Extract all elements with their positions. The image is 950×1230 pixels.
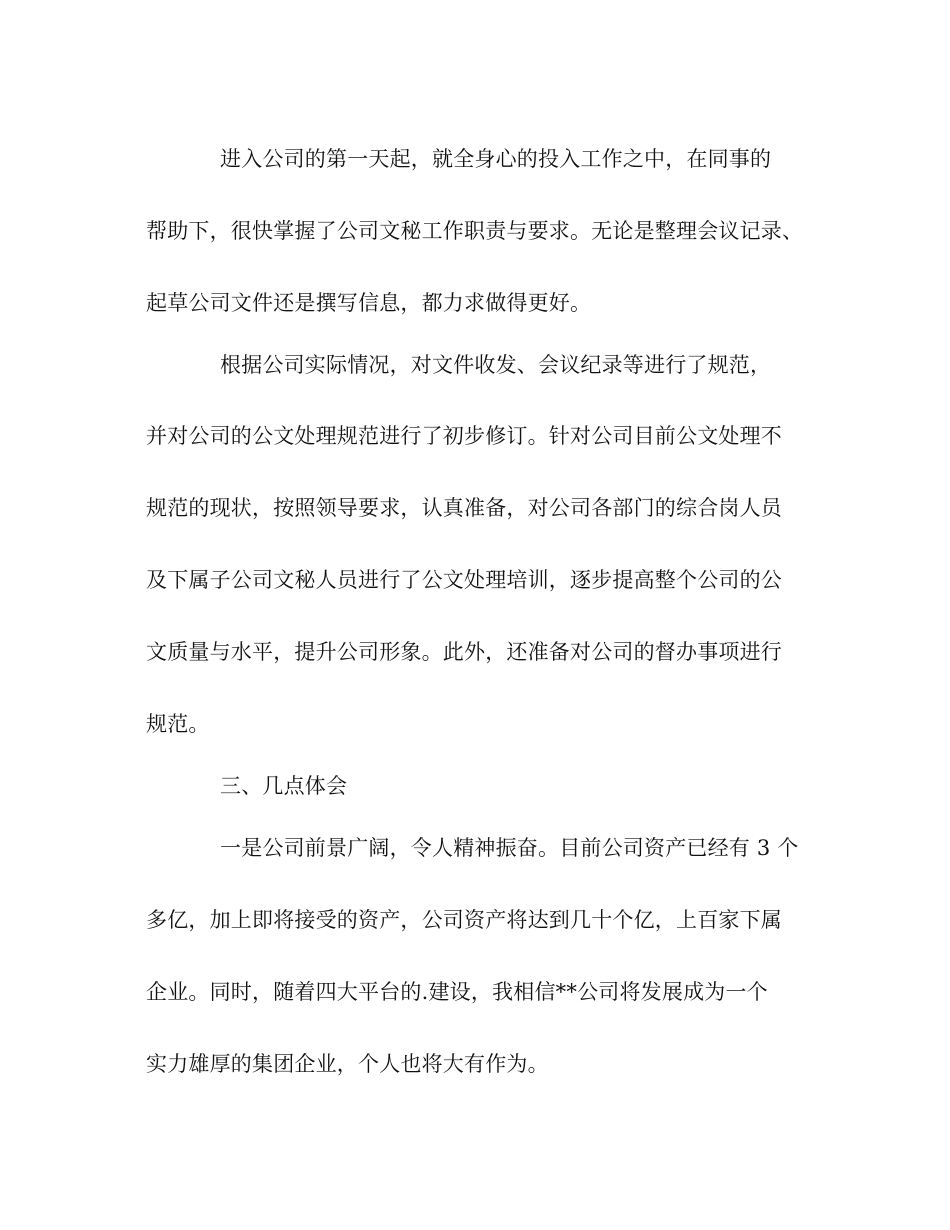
paragraph-1-line-3: 起草公司文件还是撰写信息，都力求做得更好。 [146,291,592,315]
paragraph-2-line-6: 规范。 [146,712,210,736]
paragraph-2-line-5: 文质量与水平，提升公司形象。此外，还准备对公司的督办事项进行 [146,640,782,664]
paragraph-2-line-1: 根据公司实际情况，对文件收发、会议纪录等进行了规范， [220,353,772,377]
paragraph-1-line-2: 帮助下，很快掌握了公司文秘工作职责与要求。无论是整理会议记录、 [146,219,804,243]
section-heading: 三、几点体会 [220,774,348,798]
paragraph-3-line-3: 企业。同时，随着四大平台的.建设，我相信**公司将发展成为一个 [146,980,768,1004]
paragraph-3-line-1: 一是公司前景广阔，令人精神振奋。目前公司资产已经有 3 个 [220,836,799,860]
paragraph-3-line-4: 实力雄厚的集团企业，个人也将大有作为。 [146,1052,549,1076]
paragraph-2-line-3: 规范的现状，按照领导要求，认真准备，对公司各部门的综合岗人员 [146,496,782,520]
paragraph-2-line-4: 及下属子公司文秘人员进行了公文处理培训，逐步提高整个公司的公 [146,568,782,592]
paragraph-1-line-1: 进入公司的第一天起，就全身心的投入工作之中，在同事的 [220,147,772,171]
paragraph-3-line-2: 多亿，加上即将接受的资产，公司资产将达到几十个亿，上百家下属 [146,908,782,932]
paragraph-2-line-2: 并对公司的公文处理规范进行了初步修订。针对公司目前公文处理不 [146,424,782,448]
